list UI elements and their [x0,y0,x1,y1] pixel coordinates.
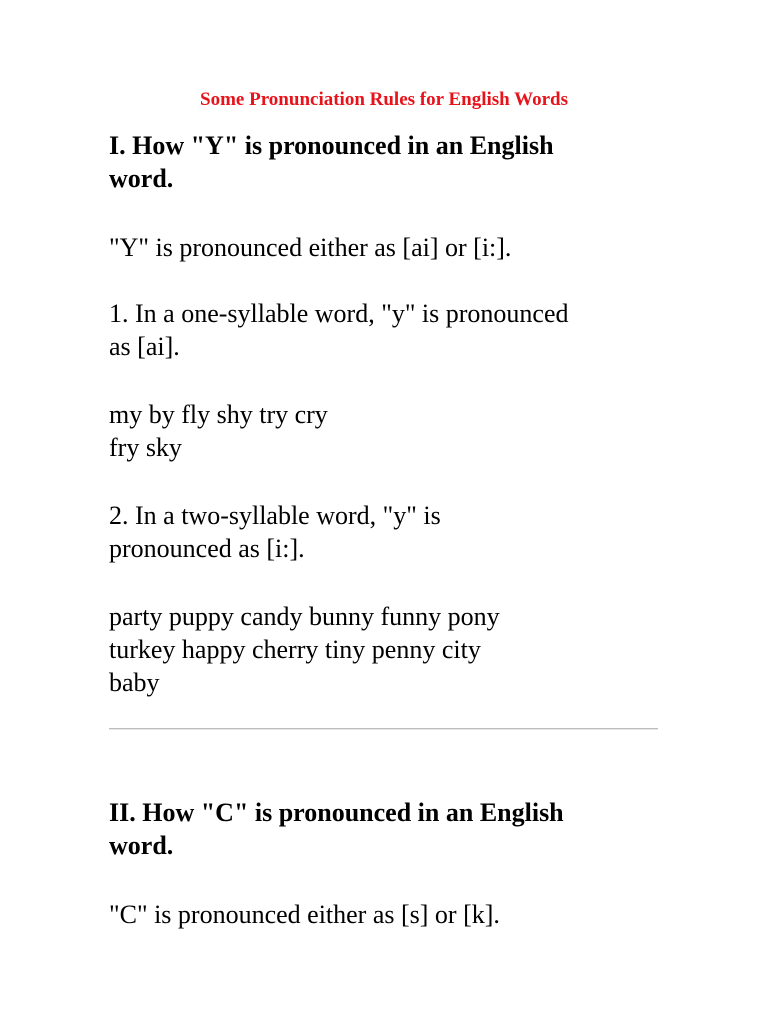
examples-2-line-2: turkey happy cherry tiny penny city [109,635,481,664]
examples-2-line-3: baby [109,668,160,697]
section-1-heading-line-1: I. How "Y" is pronounced in an English [109,131,554,160]
section-2-heading-line-1: II. How "C" is pronounced in an English [109,798,564,827]
examples-1-line-2: fry sky [109,433,182,462]
section-1-intro: "Y" is pronounced either as [ai] or [i:]. [109,233,512,262]
rule-1-line-1: 1. In a one-syllable word, "y" is pronounced [109,299,569,328]
rule-1-line-2: as [ai]. [109,332,180,361]
examples-2-line-1: party puppy candy bunny funny pony [109,602,500,631]
examples-1 [109,398,669,464]
document-title: Some Pronunciation Rules for English Words [200,89,568,110]
rule-2 [109,499,669,565]
section-2-heading-line-2: word. [109,831,174,860]
section-2-intro: "C" is pronounced either as [s] or [k]. [109,900,500,929]
section-2-heading [109,796,669,862]
examples-2 [109,600,669,699]
horizontal-divider [109,728,658,730]
rule-2-line-2: pronounced as [i:]. [109,534,305,563]
rule-1 [109,297,669,363]
section-1-heading-line-2: word. [109,164,174,193]
examples-1-line-1: my by fly shy try cry [109,400,328,429]
rule-2-line-1: 2. In a two-syllable word, "y" is [109,501,441,530]
section-1-heading [109,129,669,195]
